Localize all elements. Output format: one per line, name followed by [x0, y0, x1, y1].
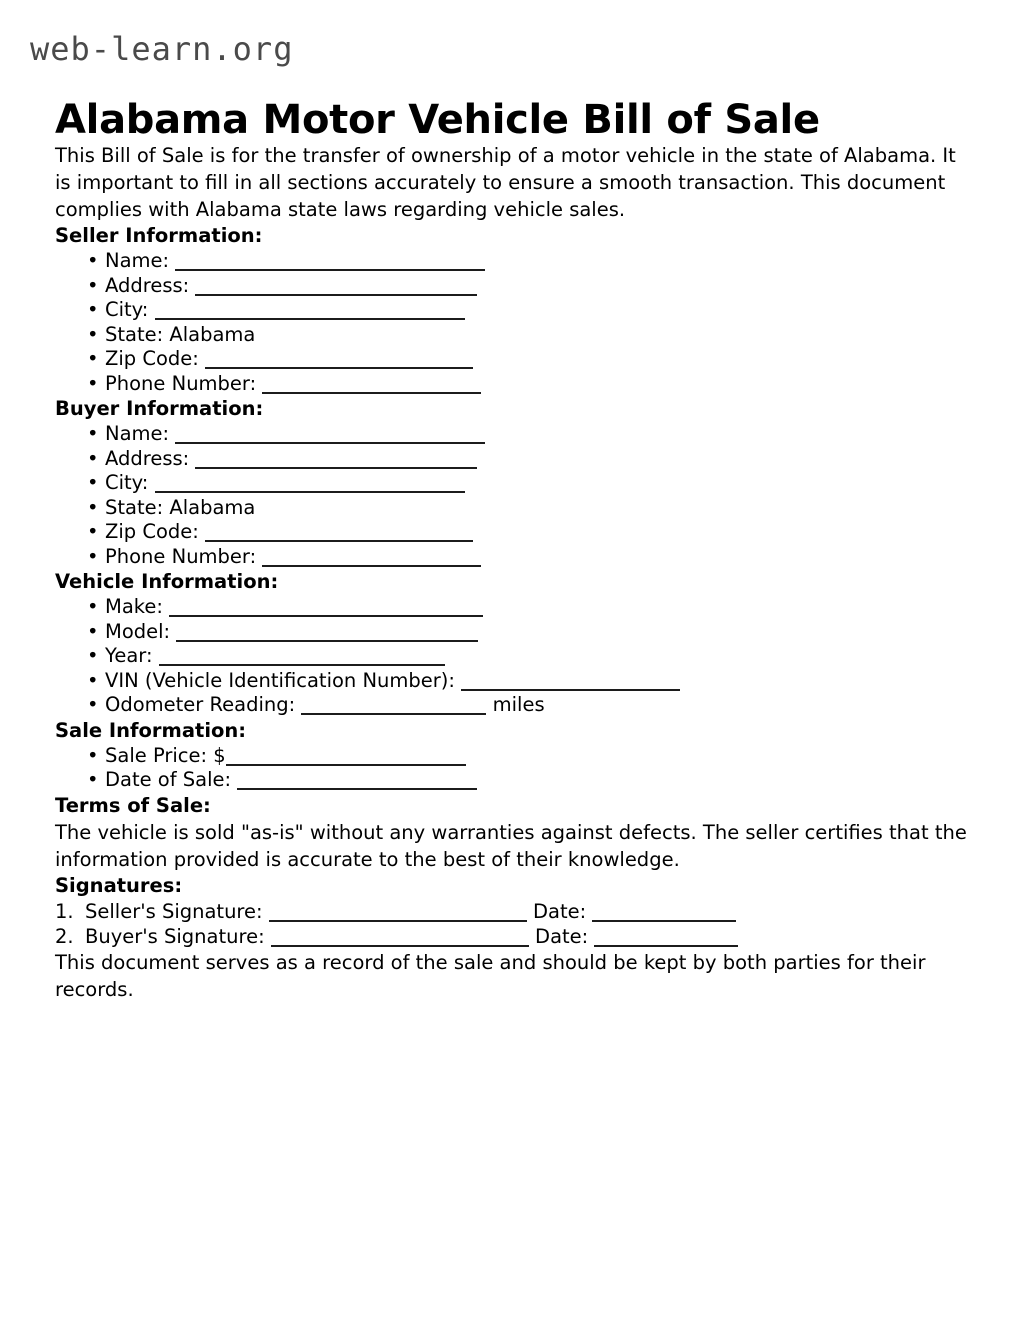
field-blank-line[interactable] [169, 615, 483, 617]
signature-list [55, 899, 975, 949]
section-heading-terms: Terms of Sale: [55, 793, 211, 817]
field-blank-line[interactable] [175, 269, 485, 271]
field-list-item [55, 545, 975, 570]
field-blank-line[interactable] [205, 540, 473, 542]
bullet-icon: • [87, 768, 99, 791]
field-label: Address: [105, 446, 196, 470]
bullet-icon: • [87, 743, 99, 767]
signature-list-item [55, 924, 975, 949]
field-blank-line[interactable] [175, 442, 485, 444]
footer-note: This document serves as a record of the sale and should be kept by both parties for their records. [55, 950, 926, 1001]
field-blank-line[interactable] [226, 764, 466, 766]
bullet-icon: • [87, 520, 99, 543]
bullet-icon: • [87, 668, 99, 692]
field-list-item [55, 693, 975, 718]
bullet-icon: • [87, 471, 99, 494]
field-list-item [55, 274, 975, 299]
bullet-icon: • [87, 422, 99, 445]
signature-blank-line[interactable] [271, 945, 529, 947]
section-heading-signatures: Signatures: [55, 873, 183, 897]
document-body [55, 142, 975, 1003]
signature-label: Buyer's Signature: [85, 924, 271, 948]
field-list-item [55, 768, 975, 793]
field-blank-line[interactable] [195, 467, 477, 469]
bullet-icon: • [87, 693, 99, 716]
date-blank-line[interactable] [592, 920, 736, 922]
page-title: Alabama Motor Vehicle Bill of Sale [55, 96, 820, 143]
list-number: 2. [55, 924, 74, 948]
bullet-icon: • [87, 273, 99, 297]
bullet-icon: • [87, 446, 99, 470]
field-label: VIN (Vehicle Identification Number): [105, 668, 462, 692]
bullet-icon: • [87, 371, 99, 395]
site-watermark: web-learn.org [30, 30, 294, 68]
bullet-icon: • [87, 322, 99, 346]
field-blank-line[interactable] [159, 664, 445, 666]
field-label: State: Alabama [105, 322, 256, 346]
bullet-icon: • [87, 595, 99, 618]
section-heading-seller: Seller Information: [55, 224, 263, 247]
field-list-item [55, 595, 975, 620]
field-label: Odometer Reading: [105, 693, 302, 716]
section-heading-buyer: Buyer Information: [55, 397, 264, 420]
field-suffix: miles [486, 693, 545, 716]
field-label: Year: [105, 644, 159, 667]
field-list-item [55, 447, 975, 472]
field-blank-line[interactable] [237, 788, 477, 790]
field-label: Sale Price: $ [105, 743, 226, 767]
field-list-item [55, 669, 975, 694]
field-blank-line[interactable] [262, 392, 481, 394]
field-label: Phone Number: [105, 371, 263, 395]
field-blank-line[interactable] [301, 713, 486, 715]
bullet-icon: • [87, 249, 99, 272]
field-label: Make: [105, 595, 170, 618]
field-blank-line[interactable] [205, 367, 473, 369]
field-label: City: [105, 298, 155, 321]
field-blank-line[interactable] [176, 640, 478, 642]
bullet-icon: • [87, 544, 99, 568]
field-label: Zip Code: [105, 347, 206, 370]
field-label: Name: [105, 249, 176, 272]
vehicle-field-list [55, 595, 975, 718]
field-blank-line[interactable] [155, 318, 465, 320]
field-list-item [55, 496, 975, 521]
date-label: Date: [526, 899, 593, 923]
signature-list-item [55, 899, 975, 924]
list-number: 1. [55, 899, 74, 923]
field-list-item [55, 744, 975, 769]
intro-paragraph: This Bill of Sale is for the transfer of ownership of a motor vehicle in the state of Alabama. It is important to fill in all sections accurately to ensure a smooth transaction. This document complies with Alabama state laws regarding vehicle sales. [55, 144, 956, 221]
bullet-icon: • [87, 619, 99, 643]
field-blank-line[interactable] [195, 294, 477, 296]
field-blank-line[interactable] [262, 565, 481, 567]
section-heading-sale: Sale Information: [55, 718, 247, 742]
section-heading-vehicle: Vehicle Information: [55, 570, 279, 593]
field-list-item [55, 422, 975, 447]
field-list-item [55, 347, 975, 372]
terms-paragraph: The vehicle is sold "as-is" without any warranties against defects. The seller certifies that the information provided is accurate to the best of their knowledge. [55, 820, 967, 871]
field-list-item [55, 249, 975, 274]
field-label: Phone Number: [105, 544, 263, 568]
field-label: City: [105, 471, 155, 494]
bullet-icon: • [87, 347, 99, 370]
bullet-icon: • [87, 495, 99, 519]
date-label: Date: [528, 924, 595, 948]
field-list-item [55, 323, 975, 348]
field-blank-line[interactable] [461, 689, 680, 691]
field-label: Zip Code: [105, 520, 206, 543]
field-list-item [55, 644, 975, 669]
field-blank-line[interactable] [155, 491, 465, 493]
field-label: Date of Sale: [105, 768, 238, 791]
bullet-icon: • [87, 298, 99, 321]
signature-label: Seller's Signature: [85, 899, 269, 923]
field-list-item [55, 298, 975, 323]
sale-field-list [55, 744, 975, 793]
bullet-icon: • [87, 644, 99, 667]
seller-field-list [55, 249, 975, 396]
field-label: Name: [105, 422, 176, 445]
field-list-item [55, 471, 975, 496]
field-label: Address: [105, 273, 196, 297]
field-label: State: Alabama [105, 495, 256, 519]
field-label: Model: [105, 619, 177, 643]
buyer-field-list [55, 422, 975, 569]
field-list-item [55, 620, 975, 645]
field-list-item [55, 372, 975, 397]
signature-blank-line[interactable] [269, 920, 527, 922]
field-list-item [55, 520, 975, 545]
date-blank-line[interactable] [594, 945, 738, 947]
